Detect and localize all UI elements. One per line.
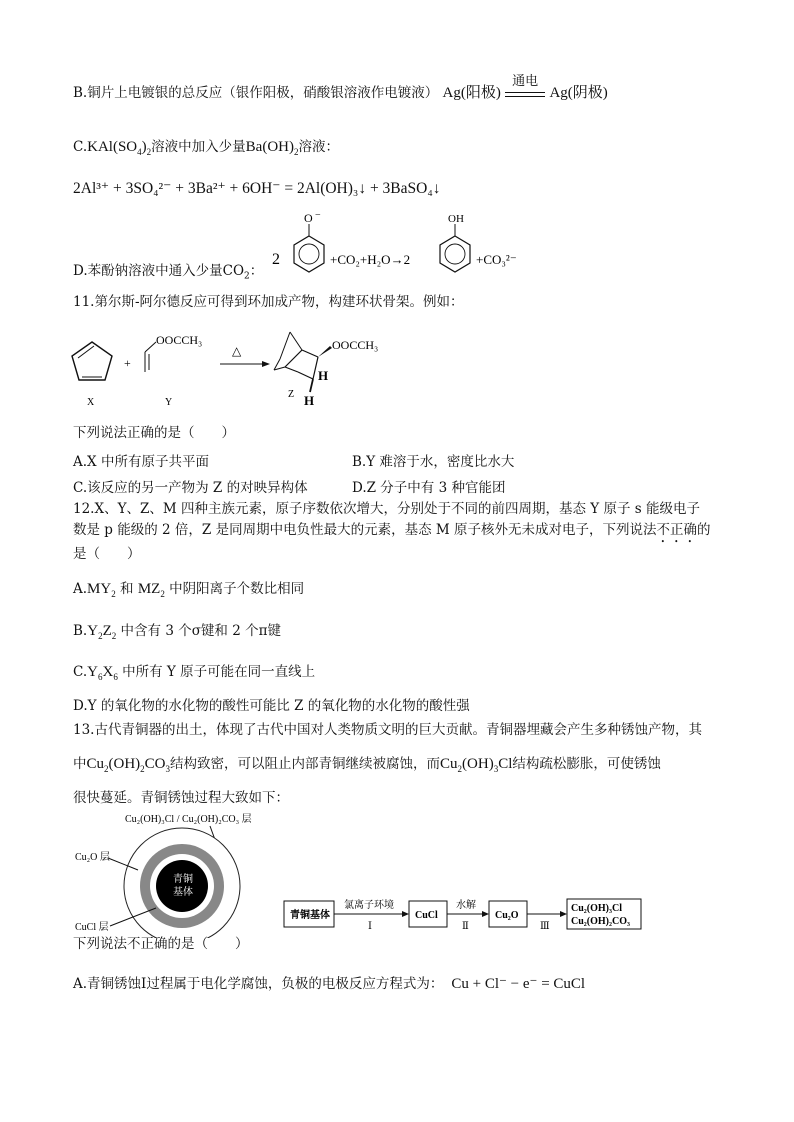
option-c-tail: 溶液：	[298, 139, 339, 155]
option-c-equation: 2Al³⁺ + 3SO₄²⁻ + 3Ba²⁺ + 6OH⁻ = 2Al(OH)₃↓ + 3BaSO₄↓	[73, 180, 441, 197]
cyclopentadiene-icon	[72, 342, 112, 380]
svg-text:H: H	[304, 393, 315, 408]
q11-ask: 下列说法正确的是（ ）	[73, 425, 235, 441]
svg-text:OOCCH₃: OOCCH₃	[332, 338, 379, 352]
option-c-line: $C.KAl(SO_4)_2$溶液中加入少量$Ba(OH)_2$溶液：	[73, 139, 339, 157]
q11-option-a: A.X 中所有原子共平面	[73, 454, 209, 470]
flow-cu2o: Cu₂O	[495, 910, 519, 921]
svg-text:O: O	[304, 211, 313, 225]
q12-option-a: $A.MY_2$ 和 $MZ_2$ 中阴阳离子个数比相同	[73, 581, 305, 599]
q13-line-3: 很快蔓延。青铜锈蚀过程大致如下：	[73, 790, 289, 806]
q12-line-1: 12.X、Y、Z、M 四种主族元素，原子序数依次增大，分别处于不同的前四周期，基态 Y 原子 s 能级电子	[73, 501, 700, 517]
option-c-text: 溶液中加入少量	[151, 139, 246, 155]
phenol-ring-icon	[440, 213, 470, 272]
layer-cu2o-label: Cu₂O 层	[75, 852, 110, 863]
flow-numeral-3: Ⅲ	[540, 921, 550, 932]
q12-option-b: $B.Y_2Z_2$ 中含有 3 个σ键和 2 个π键	[73, 623, 281, 641]
svg-text:+: +	[124, 356, 131, 370]
flow-product-1: Cu₂(OH)₃Cl	[571, 903, 622, 914]
electrolysis-condition: 通电	[512, 73, 539, 88]
q13-line-2: 中$Cu_2(OH)_2CO_3$结构致密，可以阻止内部青铜继续被腐蚀，而$Cu_2(OH)_3Cl$结构疏松膨胀，可使锈蚀	[73, 756, 661, 774]
q12-line-2: 数是 p 能级的 2 倍，Z 是同周期中电负性最大的元素，基态 M 原子核外无未成对电子，下列说法不正确的	[73, 522, 711, 538]
label-x: X	[87, 397, 95, 408]
q12-line-3: 是（ ）	[73, 546, 141, 562]
corrosion-flow-diagram	[282, 893, 652, 939]
vinyl-acetate-icon	[145, 333, 202, 372]
equation-end: +CO₃²⁻	[476, 252, 517, 267]
q11-option-b: B.Y 难溶于水，密度比水大	[352, 454, 515, 470]
equation-middle: +CO₂+H₂O→2	[330, 252, 411, 267]
option-b-line	[73, 73, 608, 102]
option-d-text: D.苯酚钠溶液中通入少量CO	[73, 263, 245, 279]
layer-cucl-label: CuCl 层	[75, 922, 109, 933]
q11-stem: 11.第尔斯-阿尔德反应可得到环加成产物，构建环状骨架。例如：	[73, 294, 464, 310]
q13-option-a: A.青铜锈蚀Ⅰ过程属于电化学腐蚀，负极的电极反应方程式为： Cu + Cl⁻ − e⁻ = CuCl	[73, 976, 586, 992]
core-label-1: 青铜	[173, 874, 193, 885]
phenol-equation	[272, 210, 532, 280]
flow-cucl: CuCl	[415, 910, 438, 921]
svg-text:−: −	[315, 210, 321, 221]
option-b-lhs: Ag(阳极)	[442, 85, 501, 101]
option-b-rhs: Ag(阴极)	[549, 85, 608, 101]
q13-line-1: 13.古代青铜器的出土，体现了古代中国对人类物质文明的巨大贡献。青铜器埋藏会产生多种锈蚀产物，其	[73, 722, 702, 738]
svg-text:△: △	[232, 344, 242, 358]
flow-bronze: 青铜基体	[290, 910, 330, 921]
label-z: Z	[288, 389, 295, 400]
svg-text:2: 2	[272, 251, 280, 268]
corrosion-layers-diagram	[70, 808, 290, 938]
q11-option-d: D.Z 分子中有 3 种官能团	[352, 480, 506, 496]
flow-numeral-1: Ⅰ	[368, 921, 372, 932]
flow-step-2: 水解	[456, 900, 476, 911]
electrolysis-arrow	[505, 73, 545, 97]
label-y: Y	[165, 397, 173, 408]
diels-alder-scheme	[70, 322, 400, 412]
q12-option-d: D.Y 的氧化物的水化物的酸性可能比 Z 的氧化物的水化物的酸性强	[73, 698, 470, 714]
q12-option-c: $C.Y_6X_6$ 中所有 Y 原子可能在同一直线上	[73, 664, 316, 682]
phenoxide-ring-icon	[294, 210, 324, 272]
option-d-line: D.苯酚钠溶液中通入少量$CO_2$：	[73, 263, 264, 282]
layer-top-label: Cu₂(OH)₃Cl / Cu₂(OH)₂CO₃ 层	[125, 814, 252, 825]
svg-text:OH: OH	[448, 213, 464, 225]
q13-ask: 下列说法不正确的是（ ）	[73, 936, 249, 952]
option-a-equation: Cu + Cl⁻ − e⁻ = CuCl	[451, 976, 586, 992]
svg-text:H: H	[318, 368, 329, 383]
flow-product-2: Cu₂(OH)₂CO₃	[571, 916, 630, 927]
flow-numeral-2: Ⅱ	[462, 921, 469, 932]
core-label-2: 基体	[173, 887, 193, 898]
q11-option-c: C.该反应的另一产物为 Z 的对映异构体	[73, 480, 308, 496]
option-b-text: B.铜片上电镀银的总反应（银作阳极，硝酸银溶液作电镀液）	[73, 85, 439, 101]
reagent-label: OOCCH₃	[156, 333, 203, 347]
emphasis-not-correct: 不正确	[656, 522, 697, 538]
flow-step-1: 氯离子环境	[344, 900, 394, 911]
